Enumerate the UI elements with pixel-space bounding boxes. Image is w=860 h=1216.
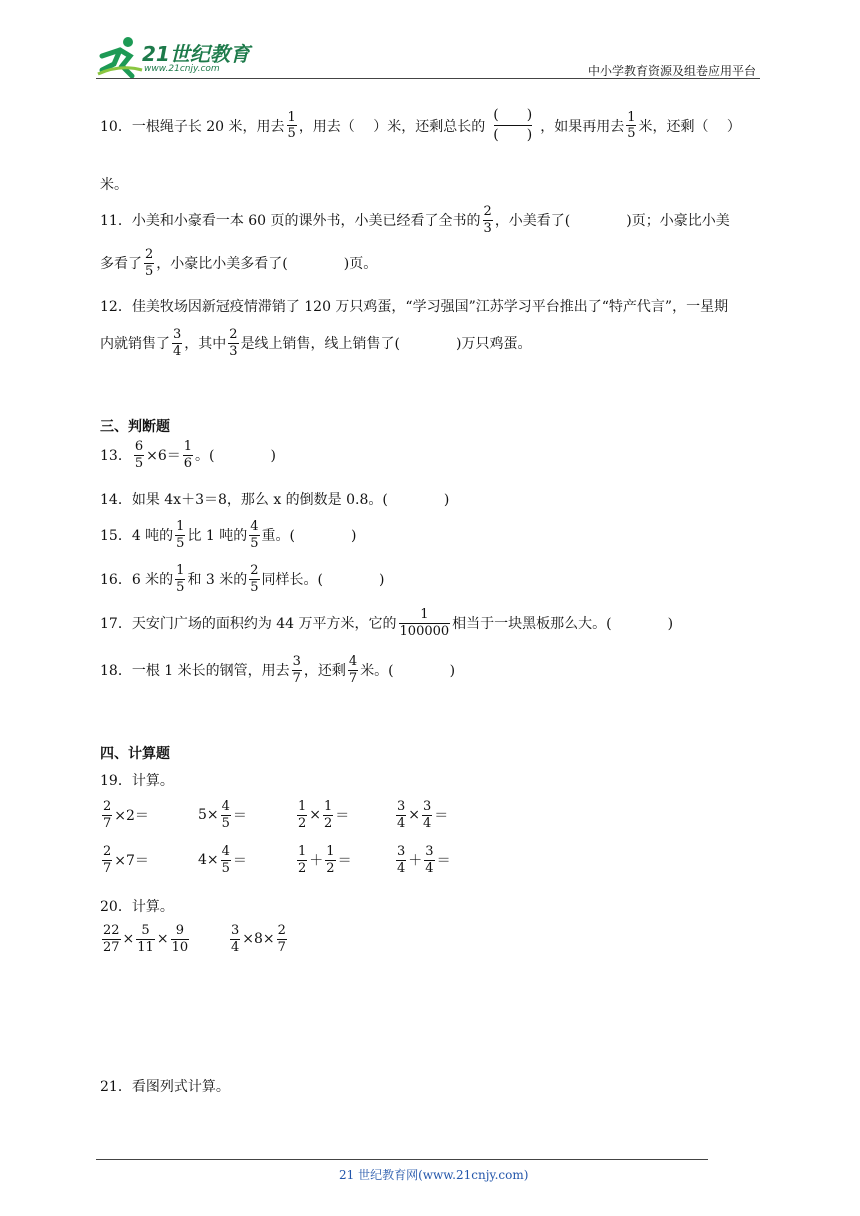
q19-r1-item1: $\frac{2}{7}$ ×2＝: [103, 799, 149, 831]
question-14: 14．如果 4x＋3＝8，那么 x 的倒数是 0.8。( ): [100, 492, 450, 508]
q10-fraction-blank[interactable]: ( ) ( ): [493, 107, 533, 144]
q10-text-a: 10．一根绳子长 20 米，用去: [100, 118, 285, 135]
q12-text-c: ，其中: [184, 336, 227, 353]
q18-fraction-1: $\frac{3}{7}$: [292, 654, 301, 686]
fraction: $\frac{3}{4}$: [231, 923, 240, 955]
runner-logo-icon: [96, 34, 144, 78]
q12-text-b: 内就销售了: [100, 336, 170, 353]
fraction: $\frac{4}{5}$: [221, 844, 230, 876]
q19-r1-item3: $\frac{1}{2}$ × $\frac{1}{2}$ ＝: [298, 799, 350, 831]
q13-text-b: ×6＝: [146, 448, 181, 465]
question-17: [100, 608, 673, 638]
fraction: $\frac{1}{2}$: [298, 844, 307, 876]
q15-fraction-2: $\frac{4}{5}$: [250, 519, 259, 551]
q18-fraction-2: $\frac{4}{7}$: [348, 654, 358, 686]
question-13: [100, 440, 276, 470]
question-10: [100, 108, 741, 144]
header-rule: [96, 78, 760, 79]
q10-text-c: ，如果再用去: [540, 118, 625, 135]
q12-text-d: 是线上销售，线上销售了( )万只鸡蛋。: [240, 336, 532, 353]
question-20-label: 20．计算。: [100, 899, 174, 915]
fraction: $\frac{9}{10}$: [171, 923, 189, 955]
q12-text-a: 12．佳美牧场因新冠疫情滞销了 120 万只鸡蛋，“学习强国”江苏学习平台推出了“特产代言”，一星期: [100, 299, 729, 315]
q16-fraction-2: $\frac{2}{5}$: [250, 563, 259, 595]
q11-text-b: ，小美看了( )页；小豪比小美: [494, 213, 730, 230]
q13-fraction-2: $\frac{1}{6}$: [183, 439, 193, 471]
q10-fraction-1: $\frac{1}{5}$: [287, 109, 296, 142]
q10-text-e: 米。: [100, 177, 128, 193]
q17-text-b: 相当于一块黑板那么大。( ): [452, 616, 674, 633]
q19-r2-item1: $\frac{2}{7}$ ×7＝: [103, 844, 149, 876]
fraction: $\frac{5}{11}$: [137, 923, 154, 955]
header-right-text: 中小学教育资源及组卷应用平台: [587, 64, 756, 78]
q16-fraction-1: $\frac{1}{5}$: [176, 563, 185, 595]
q15-text-a: 15．4 吨的: [100, 528, 174, 545]
question-16: [100, 564, 384, 594]
fraction: $\frac{2}{7}$: [103, 844, 112, 876]
fraction: $\frac{4}{5}$: [221, 799, 230, 831]
section-3-title: 三、判断题: [100, 419, 170, 435]
q10-fraction-2: $\frac{1}{5}$: [627, 109, 636, 142]
q18-text-b: ，还剩: [303, 663, 346, 680]
q17-fraction-1: $\frac{1}{100000}$: [399, 607, 450, 639]
q11-text-d: ，小豪比小美多看了( )页。: [156, 256, 378, 273]
q19-r2-item3: $\frac{1}{2}$ ＋ $\frac{1}{2}$ ＝: [298, 844, 352, 876]
question-11: [100, 205, 730, 235]
q20-expr-1: $\frac{22}{27}$ × $\frac{5}{11}$ × $\frac{9}{10}$: [103, 923, 189, 955]
q15-text-b: 比 1 吨的: [187, 528, 248, 545]
question-11-line2: [100, 248, 377, 278]
q11-text-c: 多看了: [100, 256, 142, 273]
q19-r1-item2: 5× $\frac{4}{5}$ ＝: [198, 799, 247, 831]
fraction: $\frac{3}{4}$: [397, 799, 406, 831]
fraction: $\frac{3}{4}$: [397, 844, 406, 876]
q16-text-b: 和 3 米的: [187, 572, 248, 589]
fraction: $\frac{1}{2}$: [324, 799, 333, 831]
logo-url: www.21cnjy.com: [144, 64, 220, 74]
q17-text-a: 17．天安门广场的面积约为 44 万平方米，它的: [100, 616, 397, 633]
footer-rule: [96, 1159, 708, 1160]
q19-r1-item4: $\frac{3}{4}$ × $\frac{3}{4}$ ＝: [397, 799, 449, 831]
q13-text-a: 13．: [100, 448, 132, 465]
question-18: [100, 655, 455, 685]
question-19-label: 19．计算。: [100, 773, 174, 789]
q12-fraction-1: $\frac{3}{4}$: [173, 327, 182, 359]
fraction: $\frac{2}{7}$: [103, 799, 112, 831]
footer-text[interactable]: 21 世纪教育网(www.21cnjy.com): [339, 1168, 529, 1182]
q16-text-c: 同样长。( ): [261, 572, 385, 589]
q18-text-a: 18．一根 1 米长的钢管，用去: [100, 663, 290, 680]
fraction: $\frac{22}{27}$: [103, 923, 120, 955]
fraction: $\frac{1}{2}$: [298, 799, 307, 831]
fraction: $\frac{1}{2}$: [326, 844, 335, 876]
header-logo: [96, 34, 256, 78]
q16-text-a: 16．6 米的: [100, 572, 174, 589]
q19-r2-item4: $\frac{3}{4}$ ＋ $\frac{3}{4}$ ＝: [397, 844, 451, 876]
q20-expr-2: $\frac{3}{4}$ ×8× $\frac{2}{7}$: [231, 923, 286, 955]
question-12-line2: [100, 328, 532, 358]
q19-r2-item2: 4× $\frac{4}{5}$ ＝: [198, 844, 247, 876]
fraction: $\frac{3}{4}$: [423, 799, 432, 831]
q15-fraction-1: $\frac{1}{5}$: [176, 519, 185, 551]
q13-fraction-1: $\frac{6}{5}$: [134, 439, 144, 471]
q15-text-c: 重。( ): [261, 528, 357, 545]
q18-text-c: 米。( ): [360, 663, 456, 680]
q13-text-c: 。( ): [195, 448, 276, 465]
q12-fraction-2: $\frac{2}{3}$: [229, 327, 238, 359]
q10-text-b: ，用去（ ）米，还剩总长的: [298, 118, 486, 135]
fraction: $\frac{3}{4}$: [425, 844, 434, 876]
q11-fraction-1: $\frac{2}{3}$: [483, 204, 492, 236]
section-4-title: 四、计算题: [100, 746, 170, 762]
q11-text-a: 11．小美和小豪看一本 60 页的课外书，小美已经看了全书的: [100, 213, 481, 230]
question-21-label: 21．看图列式计算。: [100, 1079, 230, 1095]
q11-fraction-2: $\frac{2}{5}$: [145, 247, 154, 279]
fraction: $\frac{2}{7}$: [277, 923, 286, 955]
question-15: [100, 520, 356, 550]
logo-text: 21世纪教育: [142, 42, 250, 66]
q10-text-d: 米，还剩（ ）: [638, 118, 741, 135]
